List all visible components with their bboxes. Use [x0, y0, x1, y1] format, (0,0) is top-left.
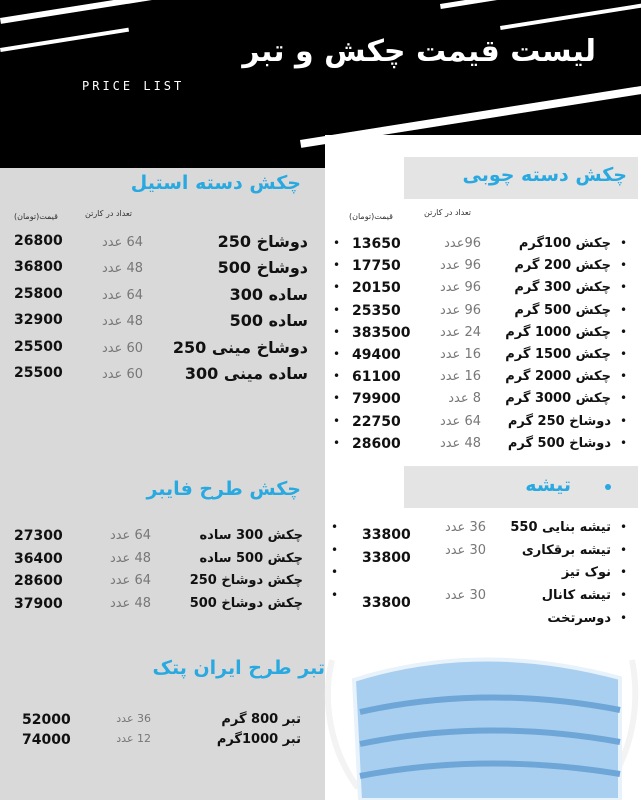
tisheh-item-price: 33800 [362, 527, 411, 543]
steel-item-name: ساده 300 [229, 284, 308, 304]
steel-item-price: 25800 [14, 285, 63, 302]
page-title: لیست قیمت چکش و تبر [242, 34, 596, 69]
fiber-item-qty: 48 عدد [109, 550, 151, 566]
tisheh-item-name: تیشه بنایی 550 [510, 520, 611, 535]
wooden-item-qty: 16 عدد [439, 347, 481, 362]
list-bullet: • [620, 413, 628, 428]
axe-item-qty: 12 عدد [116, 732, 151, 745]
list-bullet: • [620, 280, 628, 295]
wooden-item-qty: 8 عدد [448, 391, 481, 407]
list-bullet: • [333, 258, 341, 273]
wooden-item-qty: 48 عدد [439, 435, 481, 451]
tisheh-title-box [404, 466, 638, 508]
list-bullet: • [333, 236, 341, 250]
list-bullet: • [620, 542, 628, 557]
steel-item-name: دوشاخ 250 [217, 232, 308, 251]
list-bullet: • [620, 258, 628, 273]
wooden-item-qty: 24 عدد [439, 324, 481, 340]
list-bullet: • [620, 236, 628, 250]
steel-item-qty: 64 عدد [101, 235, 143, 250]
list-bullet: • [333, 413, 341, 428]
fiber-item-price: 27300 [14, 528, 63, 544]
wooden-item-qty: 96 عدد [439, 280, 481, 296]
steel-item-price: 25500 [14, 365, 63, 381]
steel-item-name: دوشاخ 500 [217, 258, 308, 278]
decor-stripe [0, 28, 129, 52]
wooden-section-title: چکش دسته چوبی [462, 164, 627, 186]
wooden-item-name: چکش 300 گرم [514, 280, 611, 296]
wooden-item-qty: 96 عدد [439, 258, 481, 274]
face-mask-illustration [320, 640, 641, 800]
axe-item-name: تبر 1000گرم [216, 732, 301, 747]
decor-stripe [500, 3, 641, 30]
wooden-item-price: 49400 [352, 347, 401, 363]
steel-col-qty: تعداد در کارتن [85, 209, 133, 218]
tisheh-item-qty: 30 عدد [444, 588, 486, 604]
list-bullet: • [333, 324, 341, 339]
list-bullet: • [333, 280, 341, 295]
list-bullet: • [333, 347, 341, 361]
tisheh-item-name: تیشه برقکاری [521, 542, 611, 558]
wooden-item-price: 79900 [352, 391, 401, 408]
wooden-item-name: چکش 500 گرم [514, 302, 611, 318]
wooden-col-price: قیمت(تومان) [349, 212, 393, 221]
wooden-item-price: 20150 [352, 280, 401, 297]
steel-item-qty: 48 عدد [101, 261, 143, 277]
list-bullet: • [333, 391, 341, 406]
wooden-item-qty: 64 عدد [439, 413, 481, 429]
tisheh-item-name: دوسرتخت [547, 610, 611, 626]
list-bullet: • [333, 435, 341, 450]
list-bullet: • [331, 588, 339, 603]
fiber-item-name: چکش 300 ساده [199, 528, 303, 543]
list-bullet: • [333, 369, 341, 384]
wooden-item-name: چکش 1000 گرم [505, 324, 611, 340]
wooden-item-name: چکش 2000 گرم [505, 369, 611, 385]
tisheh-item-name: نوک تیز [561, 565, 611, 581]
steel-item-price: 32900 [14, 312, 63, 329]
tisheh-item-price: 33800 [362, 595, 411, 612]
list-bullet: • [620, 347, 628, 361]
list-bullet: • [620, 610, 628, 625]
steel-item-qty: 60 عدد [101, 340, 143, 356]
wooden-item-name: چکش 100گرم [518, 236, 611, 251]
wooden-item-name: چکش 3000 گرم [505, 391, 611, 407]
tisheh-bullet [605, 484, 611, 490]
list-bullet: • [620, 391, 628, 406]
tisheh-item-price: 33800 [362, 549, 411, 566]
wooden-item-price: 61100 [352, 369, 401, 386]
steel-item-name: ساده مینی 300 [184, 364, 308, 383]
axe-item-name: تبر 800 گرم [221, 712, 301, 727]
list-bullet: • [331, 565, 339, 580]
wooden-item-name: چکش 1500 گرم [505, 347, 611, 362]
wooden-item-qty: 96 عدد [439, 302, 481, 318]
wooden-item-qty: 16 عدد [439, 369, 481, 385]
fiber-item-price: 28600 [14, 573, 63, 590]
fiber-item-name: چکش 500 ساده [199, 550, 303, 566]
list-bullet: • [331, 520, 339, 534]
steel-item-name: دوشاخ مینی 250 [172, 337, 308, 357]
fiber-item-qty: 64 عدد [109, 528, 151, 543]
list-bullet: • [333, 302, 341, 317]
axe-section-title: تبر طرح ایران پتک [152, 657, 325, 679]
list-bullet: • [620, 588, 628, 603]
list-bullet: • [620, 520, 628, 534]
steel-col-price: قیمت(تومان) [14, 212, 58, 221]
decor-stripe [0, 0, 189, 24]
steel-item-price: 36800 [14, 259, 63, 276]
list-bullet: • [620, 565, 628, 580]
wooden-item-price: 25350 [352, 302, 401, 319]
wooden-item-price: 17750 [352, 258, 401, 275]
wooden-item-price: 22750 [352, 413, 401, 430]
axe-item-qty: 36 عدد [116, 712, 151, 725]
fiber-item-name: چکش دوشاخ 250 [189, 573, 303, 589]
page-subtitle: PRICE LIST [82, 79, 185, 93]
list-bullet: • [620, 435, 628, 450]
fiber-item-price: 36400 [14, 550, 63, 567]
wooden-item-price: 383500 [352, 324, 411, 341]
wooden-item-name: دوشاخ 500 گرم [507, 435, 611, 451]
steel-item-qty: 64 عدد [101, 287, 143, 303]
tisheh-item-qty: 36 عدد [444, 520, 486, 535]
list-bullet: • [331, 542, 339, 557]
wooden-col-qty: تعداد در کارتن [424, 208, 472, 217]
wooden-item-price: 28600 [352, 435, 401, 452]
steel-item-qty: 60 عدد [101, 367, 143, 382]
tisheh-item-qty: 30 عدد [444, 542, 486, 558]
steel-section-title: چکش دسته استیل [130, 172, 301, 194]
fiber-item-price: 37900 [14, 596, 63, 613]
wooden-item-qty: 96عدد [444, 236, 481, 251]
wooden-item-name: چکش 200 گرم [514, 258, 611, 274]
fiber-item-qty: 48 عدد [109, 596, 151, 612]
fiber-item-name: چکش دوشاخ 500 [189, 596, 303, 612]
tisheh-item-name: تیشه کانال [541, 588, 611, 604]
tisheh-section-title: تیشه [525, 474, 571, 496]
fiber-section-title: چکش طرح فایبر [146, 478, 301, 500]
steel-item-qty: 48 عدد [101, 314, 143, 330]
list-bullet: • [620, 302, 628, 317]
list-bullet: • [620, 369, 628, 384]
steel-item-name: ساده 500 [229, 311, 308, 331]
list-bullet: • [620, 324, 628, 339]
steel-item-price: 25500 [14, 338, 63, 355]
fiber-item-qty: 64 عدد [109, 573, 151, 589]
wooden-item-price: 13650 [352, 236, 401, 252]
axe-item-price: 52000 [22, 712, 71, 728]
wooden-item-name: دوشاخ 250 گرم [507, 413, 611, 429]
steel-item-price: 26800 [14, 233, 63, 249]
axe-item-price: 74000 [22, 732, 71, 748]
